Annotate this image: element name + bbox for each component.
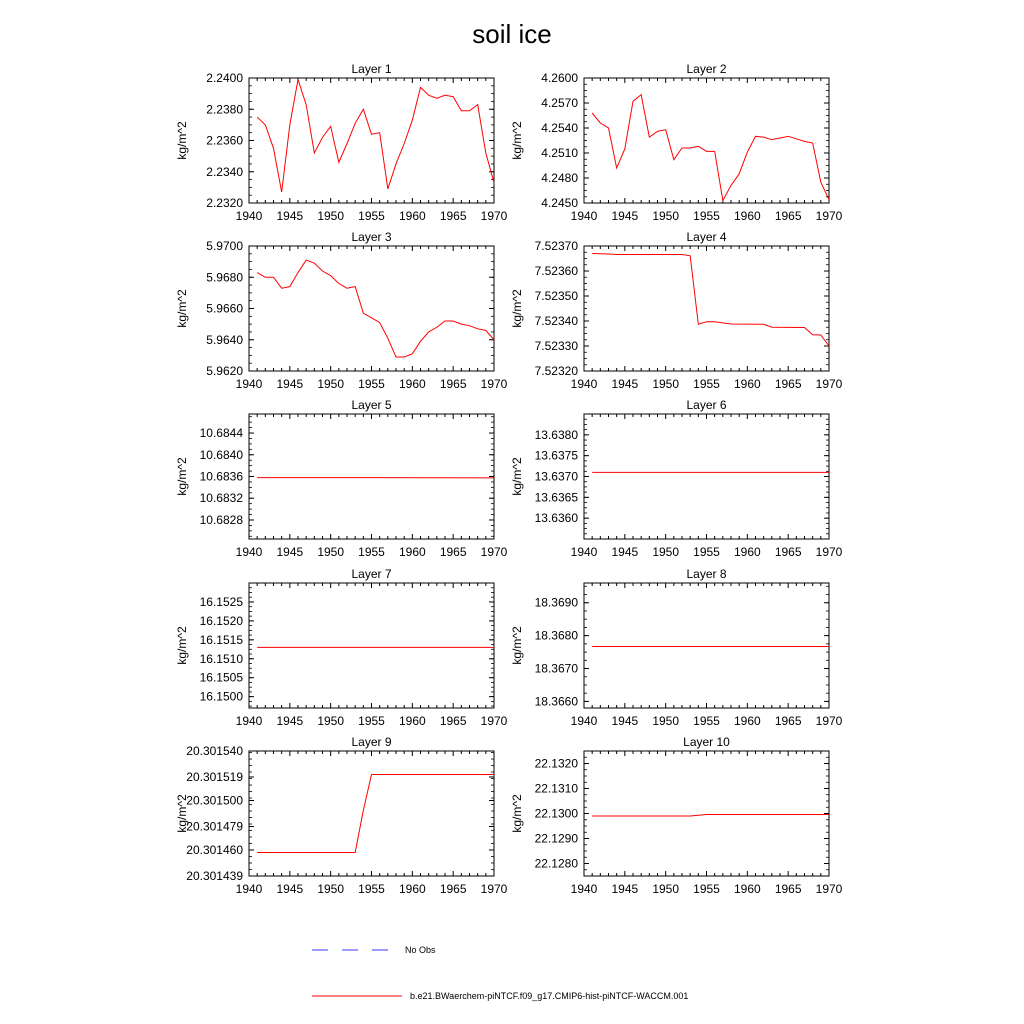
y-axis-label: kg/m^2: [175, 626, 189, 665]
y-tick-label: 4.2510: [541, 146, 578, 160]
y-tick-label: 4.2570: [541, 96, 578, 110]
series-line: [257, 775, 494, 853]
x-tick-label: 1955: [693, 209, 720, 223]
x-tick-label: 1955: [693, 714, 720, 728]
y-tick-label: 7.52330: [534, 339, 578, 353]
y-tick-label: 22.1310: [534, 781, 578, 796]
x-tick-label: 1970: [480, 377, 508, 391]
y-tick-label: 13.6365: [534, 490, 578, 505]
y-tick-label: 16.1510: [199, 651, 243, 666]
x-tick-label: 1955: [358, 545, 385, 559]
x-tick-label: 1965: [774, 545, 802, 559]
x-tick-label: 1955: [358, 714, 385, 728]
y-tick-label: 5.9620: [206, 364, 243, 378]
x-tick-label: 1965: [774, 882, 802, 896]
y-tick-label: 4.2540: [541, 121, 578, 135]
plot-frame: [584, 751, 829, 876]
y-tick-label: 10.6832: [199, 491, 243, 506]
x-tick-label: 1965: [439, 545, 467, 559]
y-tick-label: 22.1280: [534, 856, 578, 871]
y-tick-label: 16.1525: [199, 594, 243, 609]
panel-layer-7: [175, 567, 508, 728]
x-tick-label: 1970: [815, 714, 843, 728]
panel-layer-3: [175, 230, 508, 391]
x-tick-label: 1950: [652, 545, 680, 559]
y-tick-label: 16.1500: [199, 689, 243, 704]
y-tick-label: 2.2400: [206, 71, 243, 85]
panel-layer-10: [510, 735, 843, 896]
legend: [312, 945, 688, 1001]
y-tick-label: 16.1515: [199, 632, 243, 647]
panel-layer-6: [510, 398, 843, 559]
y-tick-label: 2.2360: [206, 133, 243, 148]
plot-frame: [584, 246, 829, 371]
x-tick-label: 1960: [733, 545, 761, 559]
y-tick-label: 4.2480: [541, 171, 578, 185]
x-tick-label: 1950: [317, 882, 345, 896]
x-tick-label: 1950: [652, 882, 680, 896]
series-line: [592, 815, 829, 817]
y-axis-label: kg/m^2: [175, 457, 189, 496]
y-axis-label: kg/m^2: [510, 626, 524, 665]
x-tick-label: 1940: [235, 882, 263, 896]
x-tick-label: 1965: [439, 377, 467, 391]
x-tick-label: 1960: [398, 882, 426, 896]
x-tick-label: 1940: [235, 714, 263, 728]
panel-layer-9: [175, 735, 508, 896]
y-tick-label: 18.3680: [534, 628, 578, 643]
x-tick-label: 1955: [358, 209, 385, 223]
x-tick-label: 1965: [439, 209, 467, 223]
y-tick-label: 18.3660: [534, 694, 578, 709]
x-tick-label: 1955: [693, 882, 720, 896]
x-tick-label: 1945: [276, 545, 304, 559]
y-tick-label: 16.1520: [199, 613, 243, 628]
panel-title: Layer 10: [683, 735, 730, 749]
series-line: [592, 95, 829, 201]
x-tick-label: 1940: [235, 377, 263, 391]
panel-layer-5: [175, 398, 508, 559]
y-tick-label: 18.3690: [534, 595, 578, 610]
x-tick-label: 1940: [570, 882, 598, 896]
y-axis-label: kg/m^2: [510, 794, 524, 833]
y-tick-label: 10.6840: [199, 447, 243, 462]
plot-frame: [584, 78, 829, 203]
series-line: [257, 80, 494, 193]
panel-title: Layer 5: [351, 398, 392, 412]
x-tick-label: 1960: [398, 545, 426, 559]
panel-layer-4: [510, 230, 843, 391]
plot-frame: [249, 583, 494, 708]
x-tick-label: 1940: [235, 545, 263, 559]
x-tick-label: 1945: [611, 377, 639, 391]
y-tick-label: 2.2340: [206, 164, 243, 179]
y-tick-label: 4.2450: [541, 196, 578, 210]
y-tick-label: 7.52340: [534, 314, 578, 328]
x-tick-label: 1970: [815, 882, 843, 896]
y-tick-label: 10.6844: [199, 426, 243, 441]
x-tick-label: 1960: [398, 209, 426, 223]
x-tick-label: 1960: [733, 714, 761, 728]
legend-label-no-obs: No Obs: [405, 945, 436, 955]
plot-frame: [249, 246, 494, 371]
panel-layer-2: [510, 62, 843, 223]
y-tick-label: 18.3670: [534, 661, 578, 676]
y-tick-label: 20.301540: [186, 744, 243, 758]
x-tick-label: 1955: [693, 377, 720, 391]
panel-title: Layer 6: [686, 398, 727, 412]
plot-frame: [249, 414, 494, 539]
x-tick-label: 1950: [317, 545, 345, 559]
y-tick-label: 4.2600: [541, 71, 578, 85]
y-tick-label: 2.2380: [206, 102, 243, 117]
panel-title: Layer 7: [351, 567, 392, 581]
x-tick-label: 1945: [276, 377, 304, 391]
series-line: [257, 260, 494, 357]
x-tick-label: 1955: [358, 377, 385, 391]
y-tick-label: 10.6828: [199, 512, 243, 527]
x-tick-label: 1945: [611, 882, 639, 896]
x-tick-label: 1960: [733, 209, 761, 223]
y-tick-label: 5.9660: [206, 301, 243, 316]
x-tick-label: 1950: [317, 209, 345, 223]
y-tick-label: 16.1505: [199, 670, 243, 685]
x-tick-label: 1955: [358, 882, 385, 896]
y-tick-label: 22.1290: [534, 831, 578, 846]
legend-label-model: b.e21.BWaerchem-piNTCF.f09_g17.CMIP6-hist-piNTCF-WACCM.001: [410, 991, 689, 1001]
y-tick-label: 13.6380: [534, 427, 578, 442]
x-tick-label: 1965: [774, 377, 802, 391]
x-tick-label: 1970: [480, 545, 508, 559]
x-tick-label: 1970: [815, 209, 843, 223]
x-tick-label: 1970: [815, 545, 843, 559]
x-tick-label: 1945: [276, 714, 304, 728]
plot-frame: [584, 414, 829, 539]
y-tick-label: 7.52320: [534, 364, 578, 378]
x-tick-label: 1950: [652, 209, 680, 223]
x-tick-label: 1965: [774, 209, 802, 223]
figure-title: soil ice: [472, 19, 552, 49]
x-tick-label: 1940: [235, 209, 263, 223]
y-tick-label: 22.1320: [534, 756, 578, 771]
y-tick-label: 10.6836: [199, 469, 243, 484]
x-tick-label: 1970: [480, 209, 508, 223]
y-tick-label: 20.301479: [186, 819, 243, 834]
y-tick-label: 7.52370: [534, 239, 578, 253]
plot-frame: [249, 78, 494, 203]
x-tick-label: 1945: [276, 882, 304, 896]
panel-title: Layer 1: [351, 62, 392, 76]
panel-title: Layer 9: [351, 735, 392, 749]
y-axis-label: kg/m^2: [175, 121, 189, 160]
y-tick-label: 13.6370: [534, 469, 578, 484]
x-tick-label: 1950: [652, 377, 680, 391]
y-tick-label: 20.301439: [186, 869, 243, 883]
y-axis-label: kg/m^2: [510, 121, 524, 160]
x-tick-label: 1945: [611, 714, 639, 728]
plot-frame: [584, 583, 829, 708]
x-tick-label: 1950: [317, 377, 345, 391]
y-tick-label: 7.52360: [534, 264, 578, 278]
panel-title: Layer 2: [686, 62, 727, 76]
panel-title: Layer 3: [351, 230, 392, 244]
x-tick-label: 1965: [439, 882, 467, 896]
y-axis-label: kg/m^2: [510, 289, 524, 328]
y-tick-label: 13.6375: [534, 448, 578, 463]
x-tick-label: 1940: [570, 377, 598, 391]
panels: [175, 62, 843, 896]
x-tick-label: 1970: [480, 714, 508, 728]
panel-layer-8: [510, 567, 843, 728]
x-tick-label: 1940: [570, 714, 598, 728]
series-line: [592, 254, 829, 347]
x-tick-label: 1960: [398, 714, 426, 728]
y-axis-label: kg/m^2: [175, 794, 189, 833]
x-tick-label: 1965: [439, 714, 467, 728]
y-tick-label: 13.6360: [534, 511, 578, 526]
x-tick-label: 1960: [733, 882, 761, 896]
y-tick-label: 2.2320: [206, 196, 243, 210]
panel-title: Layer 8: [686, 567, 727, 581]
y-tick-label: 22.1300: [534, 806, 578, 821]
x-tick-label: 1945: [611, 545, 639, 559]
y-tick-label: 5.9700: [206, 239, 243, 253]
x-tick-label: 1960: [398, 377, 426, 391]
y-tick-label: 20.301519: [186, 769, 243, 784]
x-tick-label: 1940: [570, 545, 598, 559]
y-tick-label: 20.301500: [186, 793, 243, 808]
y-tick-label: 5.9640: [206, 332, 243, 347]
x-tick-label: 1950: [317, 714, 345, 728]
y-axis-label: kg/m^2: [175, 289, 189, 328]
x-tick-label: 1970: [480, 882, 508, 896]
x-tick-label: 1960: [733, 377, 761, 391]
y-tick-label: 5.9680: [206, 270, 243, 285]
y-axis-label: kg/m^2: [510, 457, 524, 496]
y-tick-label: 7.52350: [534, 289, 578, 303]
panel-title: Layer 4: [686, 230, 727, 244]
x-tick-label: 1955: [693, 545, 720, 559]
x-tick-label: 1940: [570, 209, 598, 223]
x-tick-label: 1945: [276, 209, 304, 223]
x-tick-label: 1950: [652, 714, 680, 728]
plot-frame: [249, 751, 494, 876]
panel-layer-1: [175, 62, 508, 223]
y-tick-label: 20.301460: [186, 843, 243, 858]
x-tick-label: 1965: [774, 714, 802, 728]
x-tick-label: 1970: [815, 377, 843, 391]
x-tick-label: 1945: [611, 209, 639, 223]
